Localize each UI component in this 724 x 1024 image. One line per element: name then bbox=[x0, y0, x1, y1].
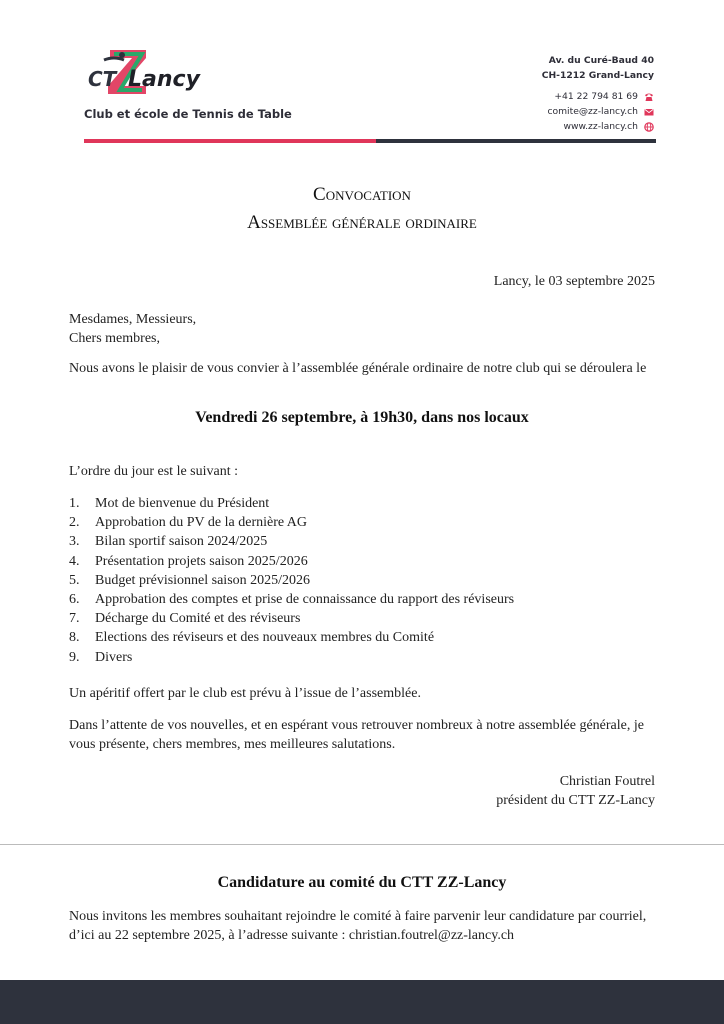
signature bbox=[496, 772, 655, 810]
agenda-item: 6. Approbation des comptes et prise de connaissance du rapport des réviseurs bbox=[69, 592, 515, 608]
address-line-1: Av. du Curé-Baud 40 bbox=[548, 55, 654, 66]
agenda-item: 8. Elections des réviseurs et des nouveaux membres du Comité bbox=[69, 630, 435, 646]
agenda-item: 9. Divers bbox=[69, 649, 133, 665]
candidature-text: Nous invitons les membres souhaitant rejoindre le comité à faire parvenir leur candidature par courriel, d’ici au 22 septembre 2025, à l’adresse suivante : christian.foutrel@zz-lancy.ch bbox=[69, 909, 647, 943]
contact-block bbox=[542, 53, 654, 134]
document-subtitle: Assemblée générale ordinaire bbox=[247, 212, 477, 233]
salutation-line-1: Mesdames, Messieurs, bbox=[69, 312, 197, 327]
agenda-item: 1. Mot de bienvenue du Président bbox=[69, 496, 270, 511]
address-line-2: CH-1212 Grand-Lancy bbox=[541, 70, 654, 81]
club-logo-graphic bbox=[84, 46, 214, 104]
salutation-line-2: Chers membres, bbox=[69, 331, 160, 346]
signature-role: président du CTT ZZ-Lancy bbox=[496, 793, 655, 808]
email-row[interactable] bbox=[542, 104, 654, 119]
agenda-item: 2. Approbation du PV de la dernière AG bbox=[69, 515, 308, 531]
globe-icon bbox=[644, 122, 654, 132]
club-subtitle: Club et école de Tennis de Table bbox=[84, 107, 292, 121]
agenda-intro: L’ordre du jour est le suivant : bbox=[69, 464, 239, 479]
club-logo bbox=[84, 46, 214, 104]
aperitif-paragraph: Un apéritif offert par le club est prévu à l’issue de l’assemblée. bbox=[69, 686, 421, 701]
website-link[interactable]: www.zz-lancy.ch bbox=[563, 121, 638, 132]
phone-icon bbox=[644, 92, 654, 102]
agenda-item: 5. Budget prévisionnel saison 2025/2026 bbox=[69, 572, 311, 588]
intro-paragraph: Nous avons le plaisir de vous convier à l’assemblée générale ordinaire de notre club qui se déroulera le bbox=[69, 361, 647, 376]
agenda-list bbox=[69, 494, 514, 667]
header-rule-dark bbox=[376, 139, 656, 143]
document-title: Convocation bbox=[313, 184, 411, 205]
event-details: Vendredi 26 septembre, à 19h30, dans nos locaux bbox=[195, 409, 529, 426]
agenda-item: 7. Décharge du Comité et des réviseurs bbox=[69, 611, 301, 627]
envelope-icon bbox=[644, 107, 654, 117]
agenda-item: 3. Bilan sportif saison 2024/2025 bbox=[69, 534, 268, 550]
phone-number: +41 22 794 81 69 bbox=[554, 91, 638, 102]
closing-paragraph: Dans l’attente de vos nouvelles, et en espérant vous retrouver nombreux à notre assemblée générale, je vous présente, chers membres, mes meilleures salutations. bbox=[69, 718, 644, 752]
agenda-item: 4. Présentation projets saison 2025/2026 bbox=[69, 553, 308, 569]
candidature-title: Candidature au comité du CTT ZZ-Lancy bbox=[217, 874, 507, 891]
document-date: Lancy, le 03 septembre 2025 bbox=[493, 274, 655, 289]
footer-bar bbox=[0, 980, 724, 1024]
svg-text:CT: CT bbox=[88, 67, 117, 91]
signature-name: Christian Foutrel bbox=[559, 774, 655, 789]
header-rule-accent bbox=[84, 139, 376, 143]
section-divider bbox=[0, 844, 724, 845]
email-link[interactable]: comite@zz-lancy.ch bbox=[547, 106, 638, 117]
phone-row bbox=[542, 89, 654, 104]
website-row[interactable] bbox=[542, 119, 654, 134]
logo-text: Lancy bbox=[128, 67, 200, 92]
salutation bbox=[69, 310, 655, 348]
